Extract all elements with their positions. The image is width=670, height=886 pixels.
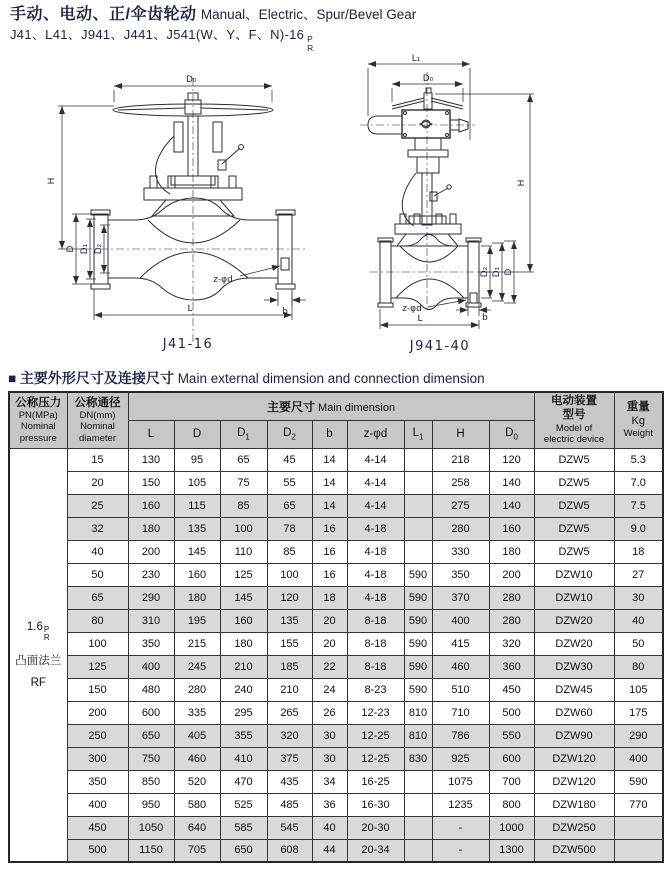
dimension-b [264,292,306,317]
dim-label-d2: D₂ [94,243,104,255]
table-cell: 36 [312,793,347,816]
table-cell: 320 [489,632,534,655]
table-cell: 18 [614,540,663,563]
header-main-dimension: 主要尺寸 Main dimension [128,392,534,420]
table-cell: 925 [432,747,489,770]
table-cell: 600 [489,747,534,770]
header-h: H [432,420,489,448]
section-title-english: Main external dimension and connection dimension [177,371,485,386]
table-cell: 410 [220,747,267,770]
table-cell: 210 [220,655,267,678]
table-cell: 485 [267,793,312,816]
table-cell: 950 [128,793,174,816]
table-cell: 130 [128,448,174,471]
table-cell: 45 [267,448,312,471]
table-cell: 290 [614,724,663,747]
table-cell: 230 [128,563,174,586]
table-cell: 810 [404,724,432,747]
table-cell: 1075 [432,770,489,793]
table-cell: 4-14 [347,448,404,471]
table-cell: 50 [614,632,663,655]
table-cell: 520 [174,770,220,793]
dim-label-h: H [47,177,57,185]
table-cell: 50 [67,563,128,586]
table-cell: 415 [432,632,489,655]
table-cell: 405 [174,724,220,747]
table-cell: 125 [220,563,267,586]
dim-label-d: D [504,268,514,276]
table-cell: 16 [312,540,347,563]
table-cell: 830 [404,747,432,770]
table-cell: 105 [174,471,220,494]
table-cell: 8-18 [347,609,404,632]
table-cell: 590 [404,655,432,678]
dimension-d-group [66,214,110,284]
table-cell: 125 [67,655,128,678]
table-cell: 650 [220,839,267,862]
centerlines [84,78,306,344]
table-cell: - [432,816,489,839]
dim-label-l: L [187,304,193,314]
table-cell: 40 [312,816,347,839]
table-cell: 4-18 [347,563,404,586]
table-cell: 1235 [432,793,489,816]
table-cell: 160 [128,494,174,517]
table-cell: 145 [174,540,220,563]
table-cell: 750 [128,747,174,770]
table-row-dn-40 [9,540,663,563]
table-cell: 140 [489,471,534,494]
table-cell: 590 [404,563,432,586]
table-cell: 400 [67,793,128,816]
table-cell: 310 [128,609,174,632]
table-cell: 20-34 [347,839,404,862]
stem [174,116,222,176]
header-l: L [128,420,174,448]
table-cell: 650 [128,724,174,747]
table-cell: 16-30 [347,793,404,816]
dim-label-d: D [66,245,76,253]
table-row-dn-32 [9,517,663,540]
table-cell: 850 [128,770,174,793]
table-cell: 95 [174,448,220,471]
table-cell: 195 [174,609,220,632]
table-cell: 20 [67,471,128,494]
dim-label-d1: D₁ [492,266,502,278]
table-cell: 400 [432,609,489,632]
table-cell: DZW20 [534,632,614,655]
table-cell: 590 [404,609,432,632]
table-cell: 800 [489,793,534,816]
table-cell: 280 [174,678,220,701]
dimension-l1 [368,54,470,140]
title-english: Manual、Electric、Spur/Bevel Gear [200,7,417,22]
table-row-dn-20 [9,471,663,494]
table-cell: 27 [614,563,663,586]
table-cell: 1000 [489,816,534,839]
table-cell: 4-18 [347,517,404,540]
table-cell: 590 [614,770,663,793]
model-list: J41、L41、J941、J441、J541(W、Y、F、N)-16 P R [10,27,314,53]
table-cell: 85 [220,494,267,517]
table-row-dn-15 [9,448,663,471]
table-cell: 480 [128,678,174,701]
table-cell: 135 [174,517,220,540]
table-cell: 700 [489,770,534,793]
table-cell: DZW180 [534,793,614,816]
section-title-chinese: 主要外形尺寸及连接尺寸 [19,370,174,386]
title-chinese: 手动、电动、正/伞齿轮动 [10,6,197,23]
table-cell: 210 [267,678,312,701]
table-cell: 150 [128,471,174,494]
table-cell: 4-18 [347,586,404,609]
table-cell: 245 [174,655,220,678]
table-cell: 710 [432,701,489,724]
table-cell: 145 [220,586,267,609]
table-cell: 180 [489,540,534,563]
table-cell: 140 [489,494,534,517]
table-cell: 200 [67,701,128,724]
table-cell: - [432,839,489,862]
table-cell [614,839,663,862]
table-cell: 55 [267,471,312,494]
table-cell: 14 [312,448,347,471]
table-cell [404,816,432,839]
table-cell: 200 [489,563,534,586]
table-cell: 590 [404,586,432,609]
dimension-l [380,309,479,329]
table-cell: 280 [432,517,489,540]
table-cell: 590 [404,632,432,655]
table-cell: 375 [267,747,312,770]
table-cell: 460 [174,747,220,770]
table-cell: 258 [432,471,489,494]
dimension-z-phi-d [213,266,280,285]
table-cell: 40 [67,540,128,563]
table-cell: 450 [489,678,534,701]
dim-label-d0: D₀ [186,75,197,85]
pr-designation: P R [307,34,314,53]
table-cell: DZW20 [534,609,614,632]
table-cell: 110 [220,540,267,563]
dim-label-z-phi-d: z-φd [213,275,233,285]
table-cell: DZW60 [534,701,614,724]
table-cell [614,816,663,839]
table-row-dn-125 [9,655,663,678]
table-cell: 180 [220,632,267,655]
table-cell: 20-30 [347,816,404,839]
table-cell: 15 [67,448,128,471]
table-cell: DZW5 [534,494,614,517]
table-cell: 275 [432,494,489,517]
table-cell: 120 [489,448,534,471]
stem [409,173,446,225]
table-cell: 585 [220,816,267,839]
table-cell: DZW120 [534,747,614,770]
electric-actuator [368,88,468,173]
table-row-dn-250 [9,724,663,747]
table-cell: 30 [312,724,347,747]
table-cell: 185 [267,655,312,678]
table-cell: 450 [67,816,128,839]
table-cell: 14 [312,494,347,517]
header-b: b [312,420,347,448]
table-cell: 705 [174,839,220,862]
table-cell: 350 [67,770,128,793]
table-cell: 400 [614,747,663,770]
table-cell: 25 [67,494,128,517]
table-cell: DZW45 [534,678,614,701]
table-cell: 34 [312,770,347,793]
header-electric-device-model: 电动装置 型号 Model of electric device [534,392,614,448]
table-cell: 400 [128,655,174,678]
dimension-z-phi-d [402,300,466,314]
table-cell: 525 [220,793,267,816]
table-cell: 550 [489,724,534,747]
table-cell: DZW5 [534,540,614,563]
table-cell: 510 [432,678,489,701]
table-cell: 180 [128,517,174,540]
header-d1: $D_1$ [220,420,267,448]
table-row-dn-80 [9,609,663,632]
table-cell: 608 [267,839,312,862]
table-row-dn-450 [9,816,663,839]
table-cell: 240 [220,678,267,701]
header-l1: $L_1$ [404,420,432,448]
table-cell: DZW5 [534,517,614,540]
dim-label-d0: D₀ [422,74,434,84]
table-cell: 280 [489,609,534,632]
table-cell: 105 [614,678,663,701]
table-cell: 1150 [128,839,174,862]
table-cell: 290 [128,586,174,609]
drawing-label-right: J941-40 [409,339,471,354]
table-cell: 600 [128,701,174,724]
table-cell: DZW90 [534,724,614,747]
table-cell [404,540,432,563]
dim-label-b: b [482,313,488,323]
table-row-dn-100 [9,632,663,655]
table-cell [404,517,432,540]
table-cell: 80 [67,609,128,632]
table-cell: 75 [220,471,267,494]
table-cell: 500 [67,839,128,862]
table-cell: 65 [267,494,312,517]
table-cell: 120 [267,586,312,609]
table-row-dn-500 [9,839,663,862]
table-cell: 8-18 [347,655,404,678]
table-cell: 30 [312,747,347,770]
drawing-label-left: J41-16 [162,337,214,352]
table-cell: 355 [220,724,267,747]
table-cell: 44 [312,839,347,862]
table-cell: 40 [614,609,663,632]
title-block [10,5,416,53]
table-cell: DZW5 [534,448,614,471]
table-cell: 160 [174,563,220,586]
table-cell: 22 [312,655,347,678]
dim-label-d1: D₁ [80,243,90,255]
dimension-table [8,391,664,863]
table-cell: 350 [432,563,489,586]
table-cell: 65 [220,448,267,471]
table-cell: 20 [312,609,347,632]
dim-label-b: b [282,307,288,317]
table-cell: 360 [489,655,534,678]
table-cell: 4-18 [347,540,404,563]
table-row-dn-300 [9,747,663,770]
pressure-class-cell: 1.6 P R 凸面法兰 RF [9,448,67,862]
dim-label-l1: L₁ [411,54,421,64]
table-cell: 14 [312,471,347,494]
table-cell [404,770,432,793]
table-cell: 200 [128,540,174,563]
table-cell: 16 [312,563,347,586]
table-cell: 370 [432,586,489,609]
table-cell: 180 [174,586,220,609]
dimension-d-group [480,241,516,303]
table-cell: 1300 [489,839,534,862]
table-cell: 770 [614,793,663,816]
table-row-dn-200 [9,701,663,724]
table-cell: 80 [614,655,663,678]
table-cell: 580 [174,793,220,816]
table-cell: DZW10 [534,563,614,586]
table-cell: 435 [267,770,312,793]
table-cell [404,471,432,494]
table-cell: DZW10 [534,586,614,609]
header-weight: 重量 Kg Weight [614,392,663,448]
table-cell: 30 [614,586,663,609]
table-cell: 135 [267,609,312,632]
table-cell [404,793,432,816]
table-cell: 155 [267,632,312,655]
table-cell: 160 [220,609,267,632]
header-d0: $D_0$ [489,420,534,448]
table-cell: 1050 [128,816,174,839]
table-cell: 280 [489,586,534,609]
table-cell: 85 [267,540,312,563]
section-title [8,368,485,388]
table-cell: 810 [404,701,432,724]
dim-label-h: H [517,179,527,187]
table-cell: 7.5 [614,494,663,517]
table-body [9,448,663,862]
table-cell: 4-14 [347,494,404,517]
table-cell: DZW250 [534,816,614,839]
table-row-dn-150 [9,678,663,701]
drawing-j41-16 [38,48,318,360]
drawing-j941-40 [340,50,670,362]
table-cell: 100 [220,517,267,540]
header-z-phi-d: z-φd [347,420,404,448]
section-bullet: ■ [8,371,17,386]
table-row-dn-65 [9,586,663,609]
table-cell: 300 [67,747,128,770]
header-nominal-pressure: 公称压力 PN(MPa) Nominal pressure [9,392,67,448]
header-d2: $D_2$ [267,420,312,448]
table-cell: 100 [67,632,128,655]
table-cell: 12-25 [347,747,404,770]
table-cell: 5.3 [614,448,663,471]
table-cell: 100 [267,563,312,586]
table-cell: 265 [267,701,312,724]
table-cell: 160 [489,517,534,540]
table-cell: 250 [67,724,128,747]
table-cell: 9.0 [614,517,663,540]
table-row-dn-50 [9,563,663,586]
table-cell: 115 [174,494,220,517]
bonnet [395,214,461,246]
table-cell: 18 [312,586,347,609]
table-cell: DZW500 [534,839,614,862]
table-cell: 16-25 [347,770,404,793]
table-cell: 65 [67,586,128,609]
table-cell: DZW5 [534,471,614,494]
table-cell: 150 [67,678,128,701]
table-cell: 460 [432,655,489,678]
table-cell: 320 [267,724,312,747]
table-cell: 7.0 [614,471,663,494]
table-cell: 590 [404,678,432,701]
table-cell: 24 [312,678,347,701]
table-cell: 8-23 [347,678,404,701]
header-nominal-diameter: 公称通径 DN(mm) Nominal diameter [67,392,128,448]
table-cell [404,494,432,517]
table-cell: 500 [489,701,534,724]
table-row-dn-25 [9,494,663,517]
table-cell: 295 [220,701,267,724]
table-cell: 215 [174,632,220,655]
table-row-dn-400 [9,793,663,816]
table-cell: 20 [312,632,347,655]
table-cell: DZW120 [534,770,614,793]
table-cell: 12-25 [347,724,404,747]
table-cell: 640 [174,816,220,839]
table-cell: 12-23 [347,701,404,724]
table-cell [404,839,432,862]
table-cell: 350 [128,632,174,655]
header-d: D [174,420,220,448]
table-cell [404,448,432,471]
table-row-dn-350 [9,770,663,793]
dim-label-l: L [417,314,423,324]
table-cell: 545 [267,816,312,839]
dim-label-z-phi-d: z-φd [402,304,422,314]
page-title [10,5,416,25]
dim-label-d2: D₂ [480,266,490,278]
table-cell: 8-18 [347,632,404,655]
table-cell: 26 [312,701,347,724]
table-cell: 335 [174,701,220,724]
table-cell: 786 [432,724,489,747]
table-cell: 175 [614,701,663,724]
table-cell: 4-14 [347,471,404,494]
table-cell: 470 [220,770,267,793]
table-cell: 78 [267,517,312,540]
table-cell: 330 [432,540,489,563]
table-cell: 218 [432,448,489,471]
table-cell: DZW30 [534,655,614,678]
table-cell: 32 [67,517,128,540]
table-cell: 16 [312,517,347,540]
